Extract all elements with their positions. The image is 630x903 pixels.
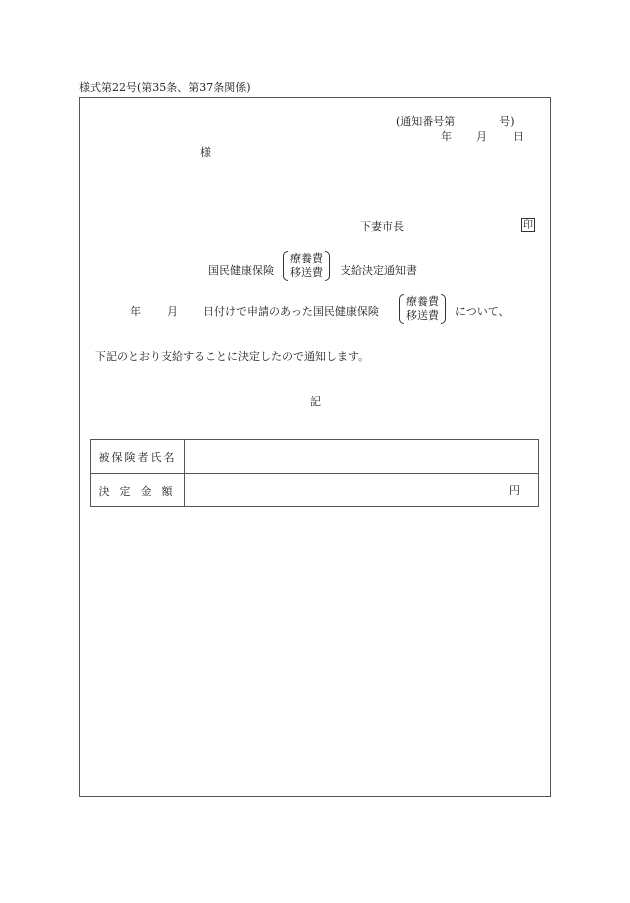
seal-mark: 印 [523,220,533,231]
decided-amount-field[interactable] [186,474,538,507]
mayor-name: 下妻市長 [360,220,404,233]
ki-heading: 記 [310,395,321,408]
body-date-text: 日付けで申請のあった国民健康保険 [203,305,379,318]
decision-table [90,439,539,507]
title-option-brace [283,251,330,281]
body-line-1 [130,306,379,317]
body-line-2: 下記のとおり支給することに決定したので通知します。 [95,350,370,363]
body-month: 月 [167,305,178,318]
date-day: 日 [513,130,524,143]
right-bracket [441,294,446,324]
table-row [91,474,538,507]
date-month: 月 [476,130,487,143]
body-option-1: 療養費 [406,295,439,308]
title-option-2: 移送費 [290,266,323,279]
body-suffix: について、 [455,305,510,318]
insured-name-field[interactable] [186,440,538,473]
issue-date [441,131,524,142]
insured-name-label: 被保険者氏名 [91,440,185,473]
title-suffix: 支給決定通知書 [340,264,417,277]
form-label: 様式第22号(第35条、第37条関係) [79,81,251,94]
title-prefix: 国民健康保険 [208,264,274,277]
table-row [91,440,538,474]
date-year: 年 [441,130,452,143]
addressee-suffix: 様 [200,146,211,159]
title-option-1: 療養費 [290,252,323,265]
yen-unit: 円 [509,484,520,497]
right-bracket [325,251,330,281]
decided-amount-label: 決定金額 [91,474,185,507]
body-option-brace [399,294,446,324]
body-year: 年 [130,305,141,318]
notice-number: (通知番号第 号) [396,115,515,128]
body-option-2: 移送費 [406,309,439,322]
